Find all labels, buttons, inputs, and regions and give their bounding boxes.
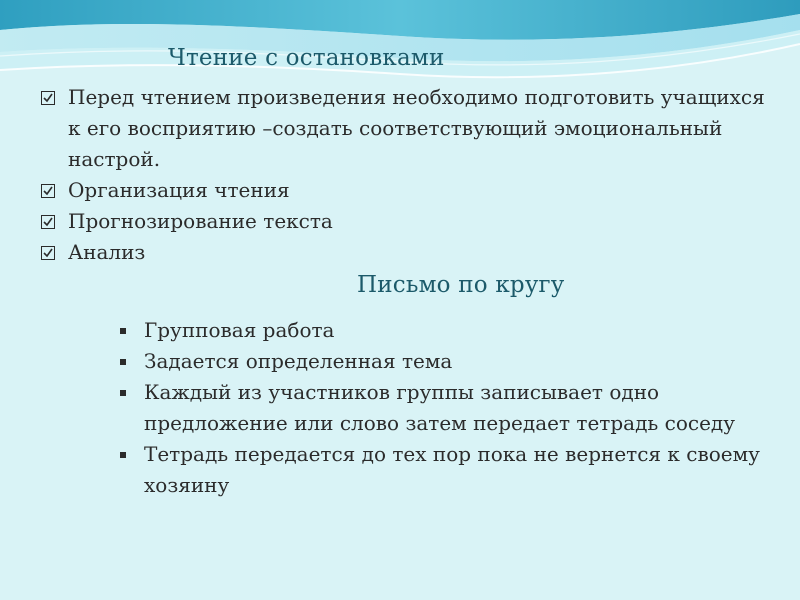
square-bullet-icon (120, 328, 126, 334)
list-item-text: Организация чтения (68, 178, 290, 202)
list-item-text: Групповая работа (144, 318, 335, 342)
list-item (36, 237, 776, 268)
list-item-text: Каждый из участников группы записывает одно предложение или слово затем передает тетрадь соседу (144, 380, 736, 435)
list-item-text: Анализ (68, 240, 146, 264)
list-item-text: Тетрадь передается до тех пор пока не вернется к своему хозяину (144, 442, 760, 497)
list-item (116, 377, 766, 439)
list-item (116, 439, 766, 501)
square-bullet-icon (120, 452, 126, 458)
list-item (36, 206, 776, 237)
list-item (36, 175, 776, 206)
section2-list (116, 315, 766, 501)
section2-title: Письмо по кругу (357, 272, 565, 298)
square-bullet-icon (120, 359, 126, 365)
checkmark-bullet-icon (36, 237, 60, 268)
list-item (116, 315, 766, 346)
square-bullet-icon (120, 390, 126, 396)
section1-list (36, 82, 776, 268)
list-item-text: Перед чтением произведения необходимо подготовить учащихся к его восприятию –создать соответствующий эмоциональный настрой. (68, 85, 765, 171)
list-item (36, 82, 776, 175)
checkmark-bullet-icon (36, 206, 60, 237)
section1-title: Чтение с остановками (168, 45, 445, 71)
list-item-text: Прогнозирование текста (68, 209, 333, 233)
checkmark-bullet-icon (36, 82, 60, 113)
list-item (116, 346, 766, 377)
list-item-text: Задается определенная тема (144, 349, 453, 373)
checkmark-bullet-icon (36, 175, 60, 206)
